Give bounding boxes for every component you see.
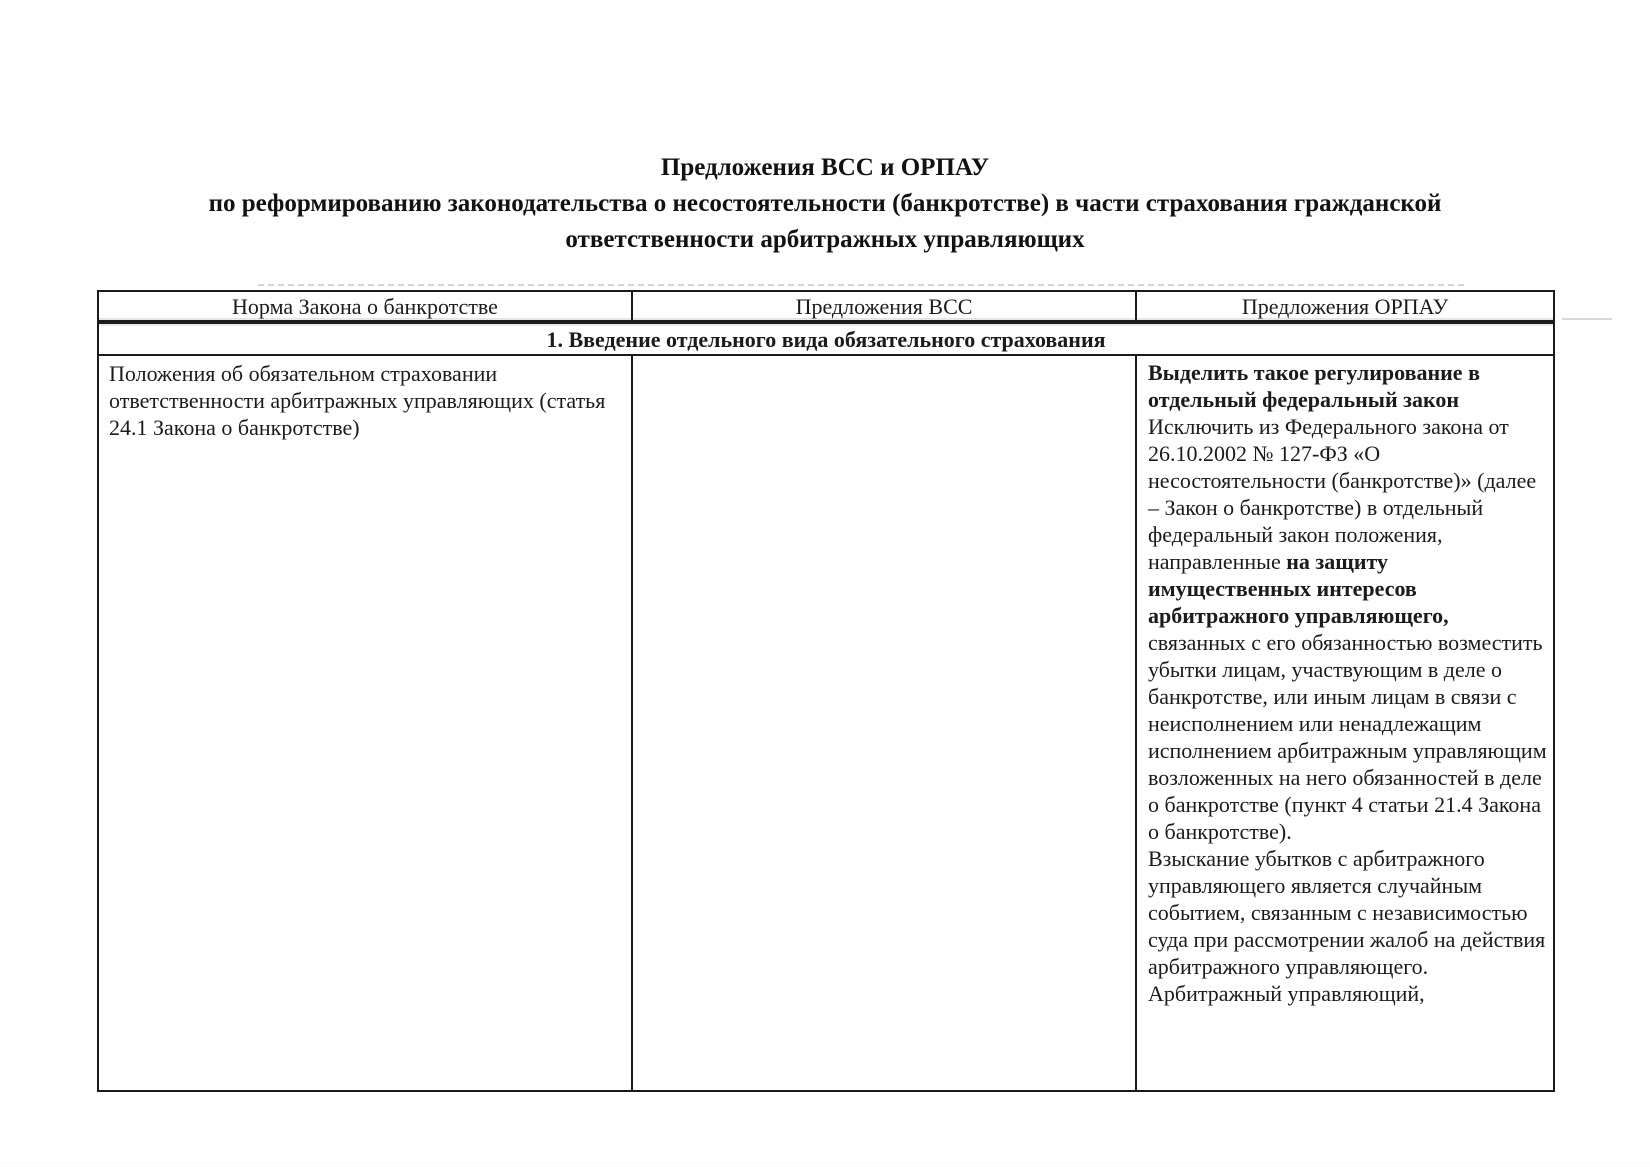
orpau-p1-normal-text-2: связанных с его обязанностью возместить убытки лицам, участвующим в деле о банкротстве, или иным лицам в связи с неисполнением или ненадлежащим исполнением арбитражным управляющим возложенных на него обязанностей в деле о банкротстве (пункт 4 статьи 21.4 Закона о банкротстве). bbox=[1148, 630, 1547, 844]
orpau-paragraph-3: Арбитражный управляющий, bbox=[1148, 981, 1425, 1006]
section-row bbox=[98, 323, 1554, 355]
proposals-table bbox=[97, 290, 1555, 1092]
table-body-row bbox=[98, 355, 1554, 1091]
section-title: 1. Введение отдельного вида обязательного страхования bbox=[98, 323, 1554, 355]
table-header-row bbox=[98, 291, 1554, 321]
document-title bbox=[97, 150, 1553, 258]
orpau-paragraph-1 bbox=[1148, 413, 1549, 845]
title-line-2: по реформированию законодательства о несостоятельности (банкротстве) в части страхования гражданской bbox=[208, 190, 1442, 217]
orpau-bold-heading: Выделить такое регулирование в отдельный федеральный закон bbox=[1148, 360, 1480, 412]
orpau-p1-bold-text: на защиту имущественных интересов арбитражного управляющего, bbox=[1148, 549, 1449, 628]
orpau-p1-normal-text: Исключить из Федерального закона от 26.10.2002 № 127-ФЗ «О несостоятельности (банкротстве)» (далее – Закон о банкротстве) в отдельный федеральный закон положения, направленные bbox=[1148, 414, 1537, 574]
cell-orpau-proposals bbox=[1136, 355, 1554, 1091]
cell-bankruptcy-law-norm: Положения об обязательном страховании ответственности арбитражных управляющих (статья 24.1 Закона о банкротстве) bbox=[98, 355, 632, 1091]
column-header-bankruptcy-law-norm: Норма Закона о банкротстве bbox=[98, 291, 632, 321]
cell-vss-proposals-empty bbox=[632, 355, 1136, 1091]
column-header-vss-proposals: Предложения ВСС bbox=[632, 291, 1136, 321]
column-header-orpau-proposals: Предложения ОРПАУ bbox=[1136, 291, 1554, 321]
orpau-paragraph-2: Взыскание убытков с арбитражного управляющего является случайным событием, связанным с независимостью суда при рассмотрении жалоб на действия арбитражного управляющего. bbox=[1148, 846, 1546, 979]
title-line-1: Предложения ВСС и ОРПАУ bbox=[660, 154, 990, 181]
title-line-3: ответственности арбитражных управляющих bbox=[565, 226, 1085, 253]
